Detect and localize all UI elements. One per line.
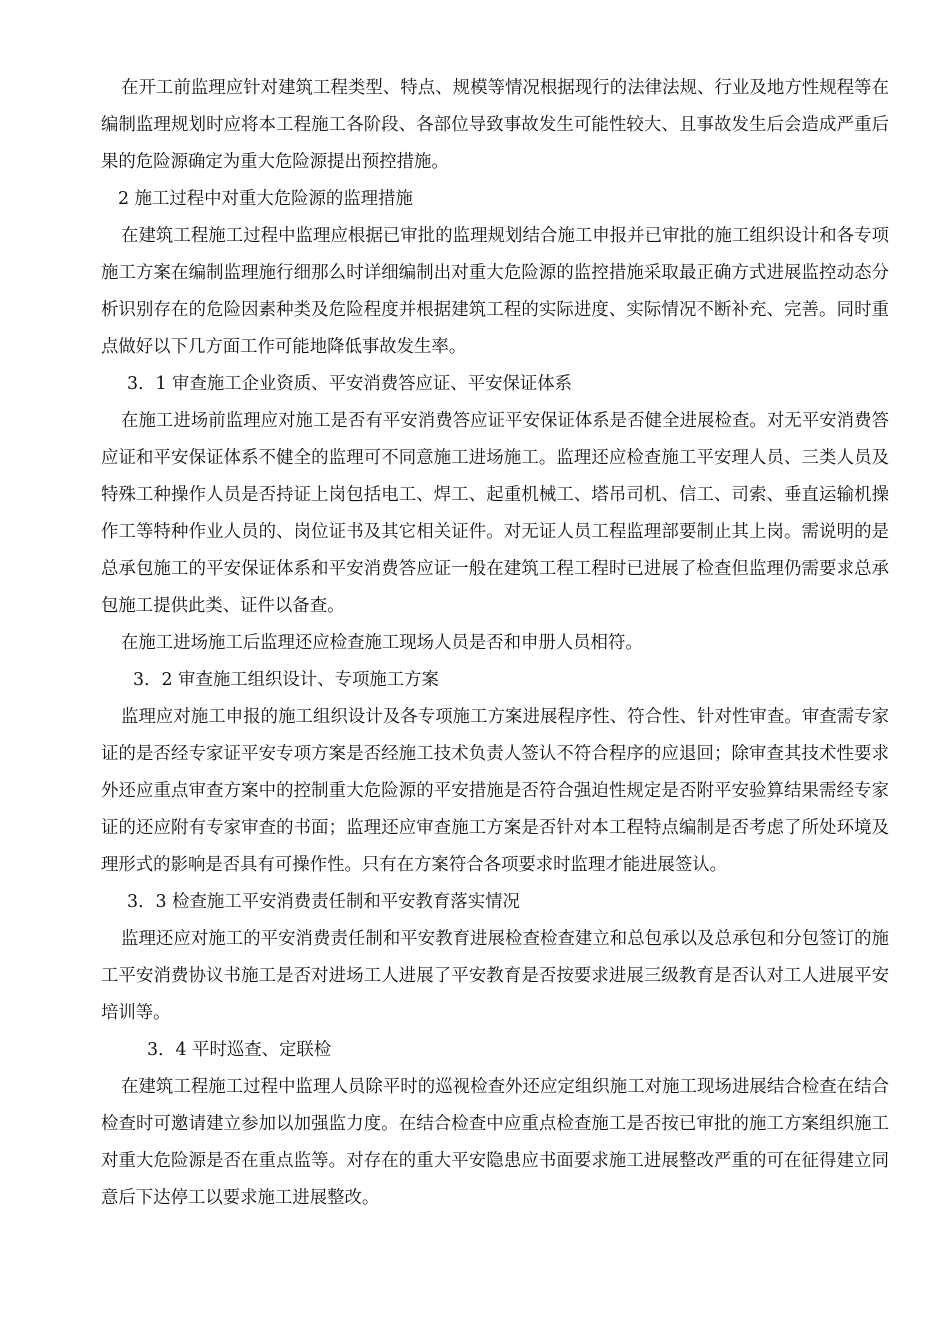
section-heading-3-2: 3．2 审查施工组织设计、专项施工方案: [133, 670, 439, 690]
section-heading-3-3: 3．3 检查施工平安消费责任制和平安教育落实情况: [127, 892, 520, 912]
paragraph-intro: 在开工前监理应针对建筑工程类型、特点、规模等情况根据现行的法律法规、行业及地方性规程等在编制监理规划时应将本工程施工各阶段、各部位导致事故发生可能性较大、且事故发生后会造成严重后果的危险源确定为重大危险源提出预控措施。: [101, 78, 889, 172]
section-heading-3-4: 3．4 平时巡查、定联检: [147, 1040, 332, 1060]
paragraph-3-1-b: 在施工进场施工后监理还应检查施工现场人员是否和申册人员相符。: [121, 633, 643, 653]
paragraph-3-2: 监理应对施工申报的施工组织设计及各专项施工方案进展程序性、符合性、针对性审查。审查需专家证的是否经专家证平安专项方案是否经施工技术负责人签认不符合程序的应退回；除审查其技术性要求外还应重点审查方案中的控制重大危险源的平安措施是否符合强迫性规定是否附平安验算结果需经专家证的还应附有专家审查的书面；监理还应审查施工方案是否针对本工程特点编制是否考虑了所处环境及理形式的影响是否具有可操作性。只有在方案符合各项要求时监理才能进展签认。: [101, 707, 889, 875]
document-body: [101, 70, 889, 1217]
section-heading-3-1: 3．1 审查施工企业资质、平安消费答应证、平安保证体系: [127, 374, 573, 394]
paragraph-3-1-a: 在施工进场前监理应对施工是否有平安消费答应证平安保证体系是否健全进展检查。对无平安消费答应证和平安保证体系不健全的监理可不同意施工进场施工。监理还应检查施工平安理人员、三类人员及特殊工种操作人员是否持证上岗包括电工、焊工、起重机械工、塔吊司机、信工、司索、垂直运输机操作工等特种作业人员的、岗位证书及其它相关证件。对无证人员工程监理部要制止其上岗。需说明的是总承包施工的平安保证体系和平安消费答应证一般在建筑工程工程时已进展了检查但监理仍需要求总承包施工提供此类、证件以备查。: [101, 411, 889, 616]
paragraph-3-3: 监理还应对施工的平安消费责任制和平安教育进展检查检查建立和总包承以及总承包和分包签订的施工平安消费协议书施工是否对进场工人进展了平安教育是否按要求进展三级教育是否认对工人进展平安培训等。: [101, 929, 889, 1023]
section-heading-2: 2 施工过程中对重大危险源的监理措施: [118, 189, 413, 209]
paragraph-3-4: 在建筑工程施工过程中监理人员除平时的巡视检查外还应定组织施工对施工现场进展结合检查在结合检查时可邀请建立参加以加强监力度。在结合检查中应重点检查施工是否按已审批的施工方案组织施工对重大危险源是否在重点监等。对存在的重大平安隐患应书面要求施工进展整改严重的可在征得建立同意后下达停工以要求施工进展整改。: [101, 1077, 889, 1208]
paragraph-section-2: 在建筑工程施工过程中监理应根据已审批的监理规划结合施工申报并已审批的施工组织设计和各专项施工方案在编制监理施行细那么时详细编制出对重大危险源的监控措施采取最正确方式进展监控动态分析识别存在的危险因素种类及危险程度并根据建筑工程的实际进度、实际情况不断补充、完善。同时重点做好以下几方面工作可能地降低事故发生率。: [101, 226, 889, 357]
